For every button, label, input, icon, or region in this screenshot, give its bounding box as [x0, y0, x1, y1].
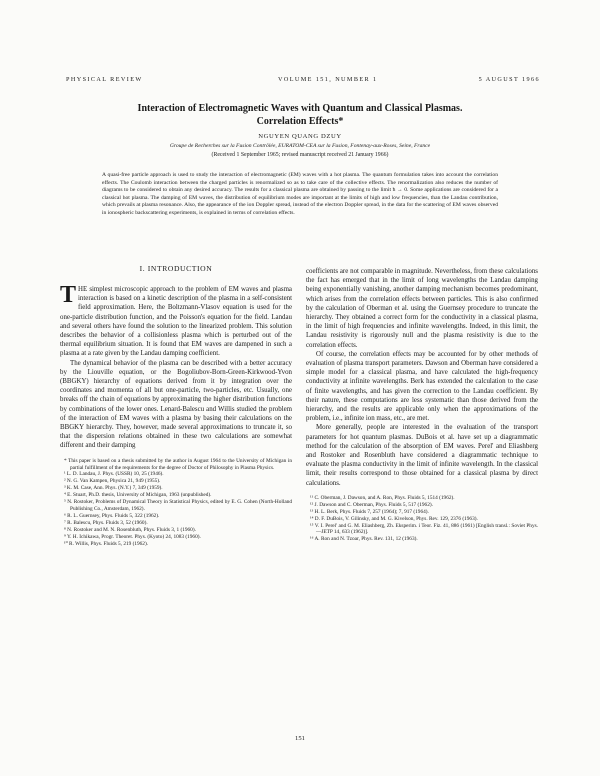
paragraph-text: Of course, the correlation effects may be accounted for by other methods of evaluation of plasma transport parameters. Dawson and Oberman have considered a simple model for a classical plasma, and have calculated the high-frequency conductivity at infinite wavelengths. Berk has extended the calculation to the case of finite wavelengths, and has given the correction to the Landau coefficient. By their nature, these computations are less systematic than those derived from the hierarchy, and the results are applicable only when the approximations of the problem, i.e., infinite ion mass, etc., are met. — [306, 350, 538, 423]
body-paragraph — [306, 350, 538, 424]
running-head — [66, 76, 540, 86]
body-paragraph — [306, 267, 538, 350]
body-paragraph — [60, 282, 292, 359]
footnotes-right — [306, 495, 538, 543]
journal-name: PHYSICAL REVIEW — [66, 76, 143, 83]
footnote: ¹⁴ D. F. DuBois, V. Gilinsky, and M. G. Kivelson, Phys. Rev. 129, 2376 (1963). — [310, 515, 478, 522]
paragraph-text: coefficients are not comparable in magnitude. Nevertheless, from these calculations the fact has emerged that in the limit of long wavelengths the Landau damping being exponentially vanishing, another damping mechanism becomes predominant, which arises from the correlation effects between particles. This is also confirmed by the calculation of Oberman et al. using the Guernsey procedure to truncate the hierarchy. They obtained a correct form for the conductivity in a classical plasma, in the limit of high frequencies and infinite wavelengths. Indeed, in this limit, the Landau resistivity is rigorously null and the plasma resistivity is due to the correlation effects. — [306, 268, 538, 349]
received-dates: (Received 1 September 1965; revised manuscript received 21 January 1966) — [211, 152, 389, 158]
footnote: ⁵ N. Rostoker, Problems of Dynamical Theory in Statistical Physics, edited by E. G. Cohen (North-Holland Publishing Co., Amsterdam, 1962). — [64, 499, 292, 512]
footnote: ³ K. M. Case, Ann. Phys. (N.Y.) 7, 349 (1959). — [64, 485, 163, 492]
body-paragraph — [306, 423, 538, 487]
paragraph-text: HE simplest microscopic approach to the problem of EM waves and plasma interaction is based on a kinetic description of the plasma in a self-consistent field approximation. Here, the Boltzmann-Vlasov equation is used for the one-particle distribution function, and the Poisson's equation for the field. Landau and several others have found the solution to the linearized problem. This solution describes the behavior of a collisionless plasma which is perturbed out of the thermal equilibrium situation. It is found that EM waves are dampened in such a plasma at a rate given by the Landau damping coefficient. — [60, 286, 292, 358]
footnote: ¹⁵ V. I. Perel' and G. M. Eliashberg, Zh. Eksperim. i Teor. Fiz. 41, 886 (1961) [English transl.: Soviet Phys.—JETP 14, 633 (1962)]. — [310, 522, 538, 536]
footnote: ⁷ R. Balescu, Phys. Fluids 3, 52 (1960). — [64, 519, 148, 526]
footnote: ¹¹ C. Oberman, J. Dawson, and A. Ron, Phys. Fluids 5, 1514 (1962). — [310, 494, 455, 501]
footnote: * This paper is based on a thesis submitted by the author in August 1964 to the University of Michigan in partial fulfillment of the requirements for the degree of Doctor of Philosophy in Plasma Physics. — [64, 457, 292, 471]
left-column — [60, 264, 292, 547]
right-column — [306, 267, 538, 543]
footnote: ² N. G. Van Kampen, Physica 21, 949 (1955). — [64, 478, 161, 485]
article-title — [60, 103, 540, 128]
paragraph-text: The dynamical behavior of the plasma can be described with a better accuracy by the Liouville equation, or the Bogoliubov-Born-Green-Kirkwood-Yvon (BBGKY) hierarchy of equations derived from it by integration over the coordinates and momenta of all but one-particle, two-particles, etc. Usually, one breaks off the chain of equations by approximating the higher distribution functions by combinations of the lower ones. Lenard-Balescu and Willis studied the problem of the interaction of EM waves with a plasma by basing their calculations on the BBGKY hierarchy. They, however, made several approximations to truncate it, so that the dispersion relations obtained in these two calculations are somewhat different and their damping — [60, 359, 292, 450]
author-affiliation: Groupe de Recherches sur la Fusion Contrôlée, EURATOM-CEA sur la Fusion, Fontenay-aux-Roses, Seine, France — [169, 143, 431, 149]
body-paragraph — [60, 359, 292, 451]
footnote: ¹³ H. L. Berk, Phys. Fluids 7, 257 (1964); 7, 917 (1964). — [310, 508, 429, 515]
issue-date: 5 AUGUST 1966 — [478, 76, 540, 83]
author-name: NGUYEN QUANG DZUY — [258, 133, 342, 140]
article-title-line-2: Correlation Effects* — [256, 115, 344, 127]
footnote: ⁴ E. Stuart, Ph.D. thesis, University of Michigan, 1963 (unpublished). — [64, 492, 212, 499]
footnote: ¹² J. Dawson and C. Oberman, Phys. Fluids 5, 517 (1962). — [310, 501, 433, 508]
article-title-line-1: Interaction of Electromagnetic Waves with Quantum and Classical Plasmas. — [137, 103, 463, 114]
footnotes-left — [60, 458, 292, 548]
drop-cap: T — [60, 282, 77, 308]
abstract: A quasi-free particle approach is used to study the interaction of electromagnetic (EM) waves with a hot plasma. The quantum formulation takes into account the correlation effects. The Coulomb interaction between the charged particles is renormalized so as to take care of the collective effects. The renormalization also reduces the number of diagrams to be considered to obtain any desired accuracy. The results for a classical plasma are obtained by passing to the limit ħ → 0. Some applications are considered for a classical hot plasma. The damping of EM waves, the distribution of equilibrium modes are important at the limits of high and low frequencies, than the Landau contribution, which prevails at plasma resonance. Also, the appearance of the ion Doppler spread, instead of the electron Doppler spread, in the data for the scattering of EM waves observed in ionospheric backscattering experiments, is explained in terms of correlation effects. — [102, 172, 498, 216]
page-number: 151 — [295, 735, 305, 742]
footnote: ¹⁰ R. Willis, Phys. Fluids 5, 219 (1962). — [64, 540, 149, 547]
paragraph-text: More generally, people are interested in the evaluation of the transport parameters for hot quantum plasmas. DuBois et al. have set up a diagrammatic method for the calculation of the absorption of EM waves. Perel' and Eliashberg and Rostoker and Rosenbluth have considered a diagrammatic technique to evaluate the plasma conductivity in the limit of infinite wavelength. In the classical limit, their results correspond to those obtained for a classical plasma by direct calculations. — [306, 424, 538, 487]
footnote: ⁸ N. Rostoker and M. N. Rosenbluth, Phys. Fluids 3, 1 (1960). — [64, 526, 196, 533]
footnote: ⁹ Y. H. Ichikawa, Progr. Theoret. Phys. (Kyoto) 24, 1083 (1960). — [64, 533, 201, 540]
footnote: ¹ L. D. Landau, J. Phys. (USSR) 10, 25 (1946). — [64, 471, 164, 478]
footnote: ¹⁶ A. Ron and N. Tzoar, Phys. Rev. 131, 12 (1963). — [310, 536, 418, 543]
footnote: ⁶ R. L. Guernsey, Phys. Fluids 5, 322 (1962). — [64, 512, 160, 519]
section-heading: I. INTRODUCTION — [139, 264, 213, 273]
volume-issue: VOLUME 151, NUMBER 1 — [278, 76, 378, 83]
